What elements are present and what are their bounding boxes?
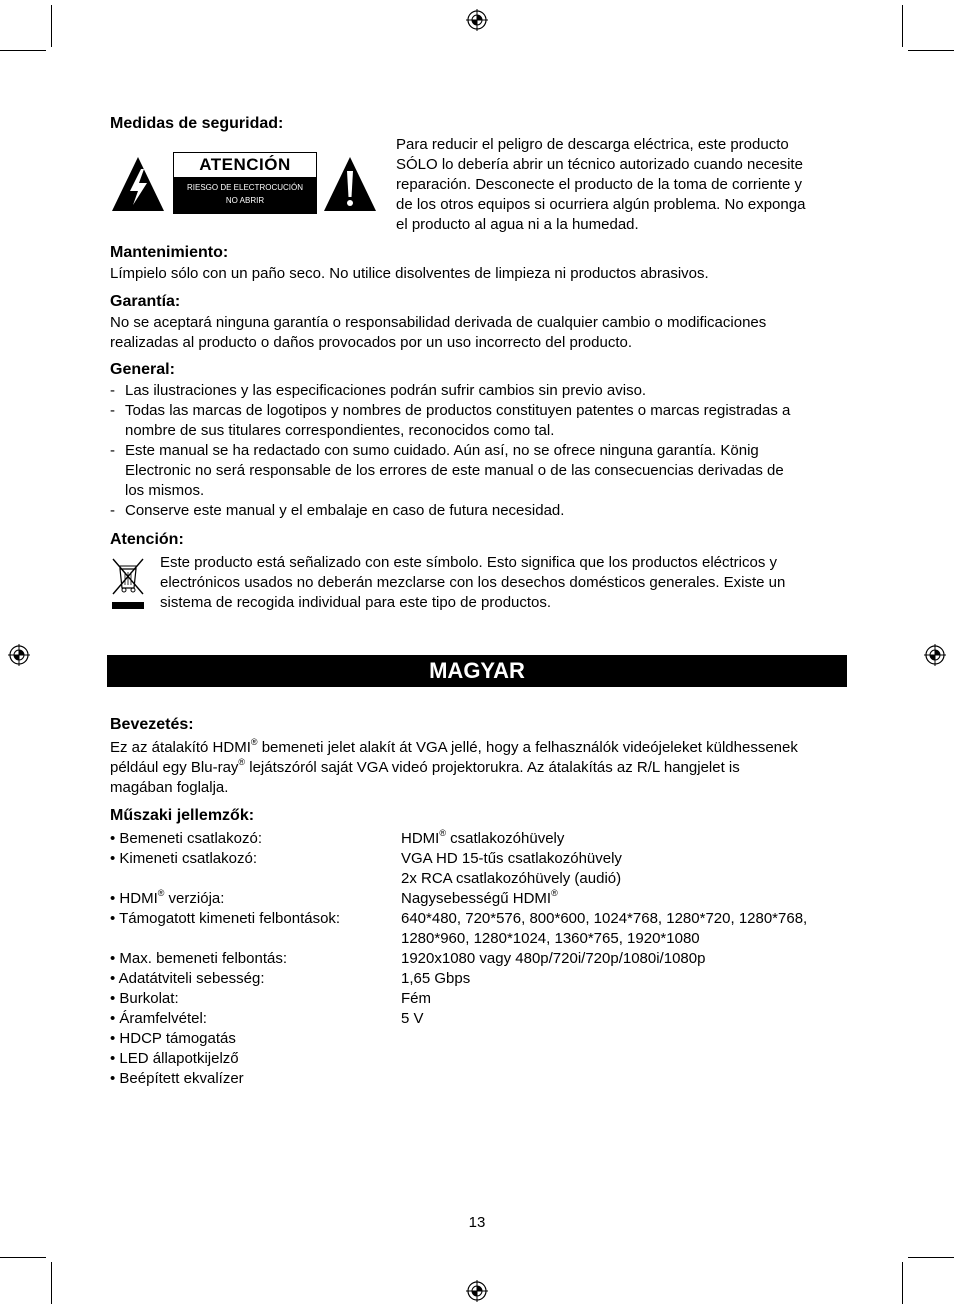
spec-value: VGA HD 15-tűs csatlakozóhüvely bbox=[401, 850, 622, 867]
registered-mark: ® bbox=[238, 757, 246, 767]
list-item bbox=[110, 381, 850, 401]
spec-label: • Bemeneti csatlakozó: bbox=[110, 830, 262, 847]
crop-mark bbox=[902, 5, 903, 47]
registered-mark: ® bbox=[551, 888, 558, 898]
spec-label: • Max. bemeneti felbontás: bbox=[110, 950, 288, 967]
crop-mark bbox=[0, 50, 46, 51]
registered-mark: ® bbox=[439, 828, 446, 838]
warranty-text-line: No se aceptará ninguna garantía o responsabilidad derivada de cualquier cambio o modificaciones bbox=[110, 314, 767, 331]
spec-label: • Áramfelvétel: bbox=[110, 1010, 207, 1027]
lightning-warning-icon bbox=[110, 155, 166, 213]
page-number: 13 bbox=[468, 1214, 486, 1231]
crop-mark bbox=[908, 50, 954, 51]
spec-row bbox=[110, 829, 855, 849]
warning-label-heading: ATENCIÓN bbox=[174, 153, 316, 177]
spec-label: • Adatátviteli sebesség: bbox=[110, 970, 265, 987]
list-item bbox=[110, 501, 850, 521]
spec-value: 2x RCA csatlakozóhüvely (audió) bbox=[401, 870, 622, 887]
spec-label-part: • HDMI bbox=[110, 890, 158, 907]
spec-label: • Beépített ekvalízer bbox=[110, 1070, 244, 1087]
spec-row bbox=[110, 869, 855, 889]
maintenance-section bbox=[110, 243, 850, 284]
warranty-text-line: realizadas al producto o daños provocados por un uso incorrecto del producto. bbox=[110, 334, 632, 351]
spec-row bbox=[110, 909, 855, 929]
spec-label: • Kimeneti csatlakozó: bbox=[110, 850, 257, 867]
spec-value-part: csatlakozóhüvely bbox=[445, 830, 565, 847]
spec-value: 640*480, 720*576, 800*600, 1024*768, 1280*720, 1280*768, bbox=[401, 910, 808, 927]
specs-heading: Műszaki jellemzők: bbox=[110, 807, 255, 824]
spec-row bbox=[110, 969, 855, 989]
intro-text-part: bemeneti jelet alakít át VGA jellé, hogy a felhasználók videójeleket küldhessenek bbox=[257, 739, 798, 756]
spec-label: • Támogatott kimeneti felbontások: bbox=[110, 910, 341, 927]
registration-mark-icon bbox=[8, 644, 30, 666]
list-item-line: - Las ilustraciones y las especificaciones podrán sufrir cambios sin previo aviso. bbox=[125, 382, 647, 399]
list-item-line: los mismos. bbox=[125, 482, 205, 499]
registration-mark-icon bbox=[924, 644, 946, 666]
weee-bin-icon bbox=[110, 556, 146, 612]
spec-value-part: HDMI bbox=[401, 830, 440, 847]
list-item-line: - Conserve este manual y el embalaje en caso de futura necesidad. bbox=[125, 502, 565, 519]
crop-mark bbox=[0, 1257, 46, 1258]
intro-text-part: például egy Blu-ray bbox=[110, 759, 239, 776]
warranty-section bbox=[110, 292, 850, 353]
safety-text bbox=[396, 135, 856, 235]
spec-value: 5 V bbox=[401, 1010, 424, 1027]
spec-row bbox=[110, 989, 855, 1009]
intro-text-line: magában foglalja. bbox=[110, 779, 229, 796]
spec-row bbox=[110, 929, 855, 949]
exclamation-warning-icon bbox=[322, 155, 378, 213]
attention-text bbox=[160, 553, 860, 613]
attention-text-line: electrónicos usados no deberán mezclarse con los desechos domésticos generales. Existe un bbox=[160, 574, 786, 591]
spec-value-part: Nagysebességű HDMI bbox=[401, 890, 552, 907]
safety-text-line: Para reducir el peligro de descarga eléctrica, este producto bbox=[396, 136, 789, 153]
attention-text-line: sistema de recogida individual para este tipo de productos. bbox=[160, 594, 552, 611]
spec-row bbox=[110, 1029, 855, 1049]
spec-label: • Burkolat: bbox=[110, 990, 179, 1007]
warning-label-line2: NO ABRIR bbox=[225, 196, 265, 205]
registered-mark: ® bbox=[157, 888, 165, 898]
intro-text-line bbox=[110, 738, 855, 758]
maintenance-heading: Mantenimiento: bbox=[110, 244, 229, 261]
registration-mark-icon bbox=[466, 9, 488, 31]
registration-mark-icon bbox=[466, 1280, 488, 1302]
spec-value bbox=[401, 829, 564, 849]
registered-mark: ® bbox=[250, 737, 258, 747]
intro-text-part: Ez az átalakító HDMI bbox=[110, 739, 251, 756]
warranty-heading: Garantía: bbox=[110, 293, 181, 310]
spec-label bbox=[110, 889, 224, 909]
general-list bbox=[110, 381, 850, 521]
intro-heading: Bevezetés: bbox=[110, 716, 194, 733]
spec-label-part: verziója: bbox=[164, 890, 225, 907]
crop-mark bbox=[908, 1257, 954, 1258]
crop-mark bbox=[51, 5, 52, 47]
attention-heading: Atención: bbox=[110, 531, 184, 548]
spec-value: Fém bbox=[401, 990, 431, 1007]
spec-row bbox=[110, 1009, 855, 1029]
list-item-line: - Todas las marcas de logotipos y nombres de productos constituyen patentes o marcas registradas a bbox=[125, 402, 791, 419]
safety-heading: Medidas de seguridad: bbox=[110, 115, 284, 132]
spec-value bbox=[401, 889, 558, 909]
intro-text-line bbox=[110, 758, 855, 778]
list-item-line: nombre de sus titulares correspondientes, reconocidos como tal. bbox=[125, 422, 555, 439]
general-section bbox=[110, 360, 850, 521]
safety-text-line: SÓLO lo debería abrir un técnico autorizado cuando necesite bbox=[396, 156, 803, 173]
warning-label-line1: RIESGO DE ELECTROCUCIÓN bbox=[186, 183, 303, 192]
crop-mark bbox=[51, 1262, 52, 1304]
safety-text-line: de los otros equipos si ocurriera algún problema. No exponga bbox=[396, 196, 806, 213]
list-item bbox=[110, 441, 850, 501]
intro-text-part: lejátszóról saját VGA videó projektorukra. Az átalakítás az R/L hangjelet is bbox=[245, 759, 740, 776]
section-title-bar: MAGYAR bbox=[107, 655, 847, 687]
list-item bbox=[110, 401, 850, 441]
safety-text-line: reparación. Desconecte el producto de la toma de corriente y bbox=[396, 176, 803, 193]
warning-label bbox=[173, 152, 317, 214]
specs-section bbox=[110, 806, 855, 1089]
spec-label: • HDCP támogatás bbox=[110, 1030, 236, 1047]
crop-mark bbox=[902, 1262, 903, 1304]
general-heading: General: bbox=[110, 361, 175, 378]
specs-table bbox=[110, 829, 855, 1089]
list-item-line: Electronic no será responsable de los errores de este manual o de las consecuencias derivadas de bbox=[125, 462, 784, 479]
spec-row bbox=[110, 1049, 855, 1069]
maintenance-text: Límpielo sólo con un paño seco. No utilice disolventes de limpieza ni productos abrasivos. bbox=[110, 265, 709, 282]
list-item-line: - Este manual se ha redactado con sumo cuidado. Aún así, no se ofrece ninguna garantía. König bbox=[125, 442, 759, 459]
attention-text-line: Este producto está señalizado con este símbolo. Esto significa que los productos eléctricos y bbox=[160, 554, 777, 571]
spec-row bbox=[110, 1069, 855, 1089]
spec-value: 1,65 Gbps bbox=[401, 970, 471, 987]
spec-value: 1920x1080 vagy 480p/720i/720p/1080i/1080p bbox=[401, 950, 706, 967]
spec-value: 1280*960, 1280*1024, 1360*765, 1920*1080 bbox=[401, 930, 700, 947]
safety-text-line: el producto al agua ni a la humedad. bbox=[396, 216, 639, 233]
spec-label: • LED állapotkijelző bbox=[110, 1050, 239, 1067]
spec-row bbox=[110, 849, 855, 869]
intro-section bbox=[110, 715, 855, 798]
spec-row bbox=[110, 889, 855, 909]
spec-row bbox=[110, 949, 855, 969]
